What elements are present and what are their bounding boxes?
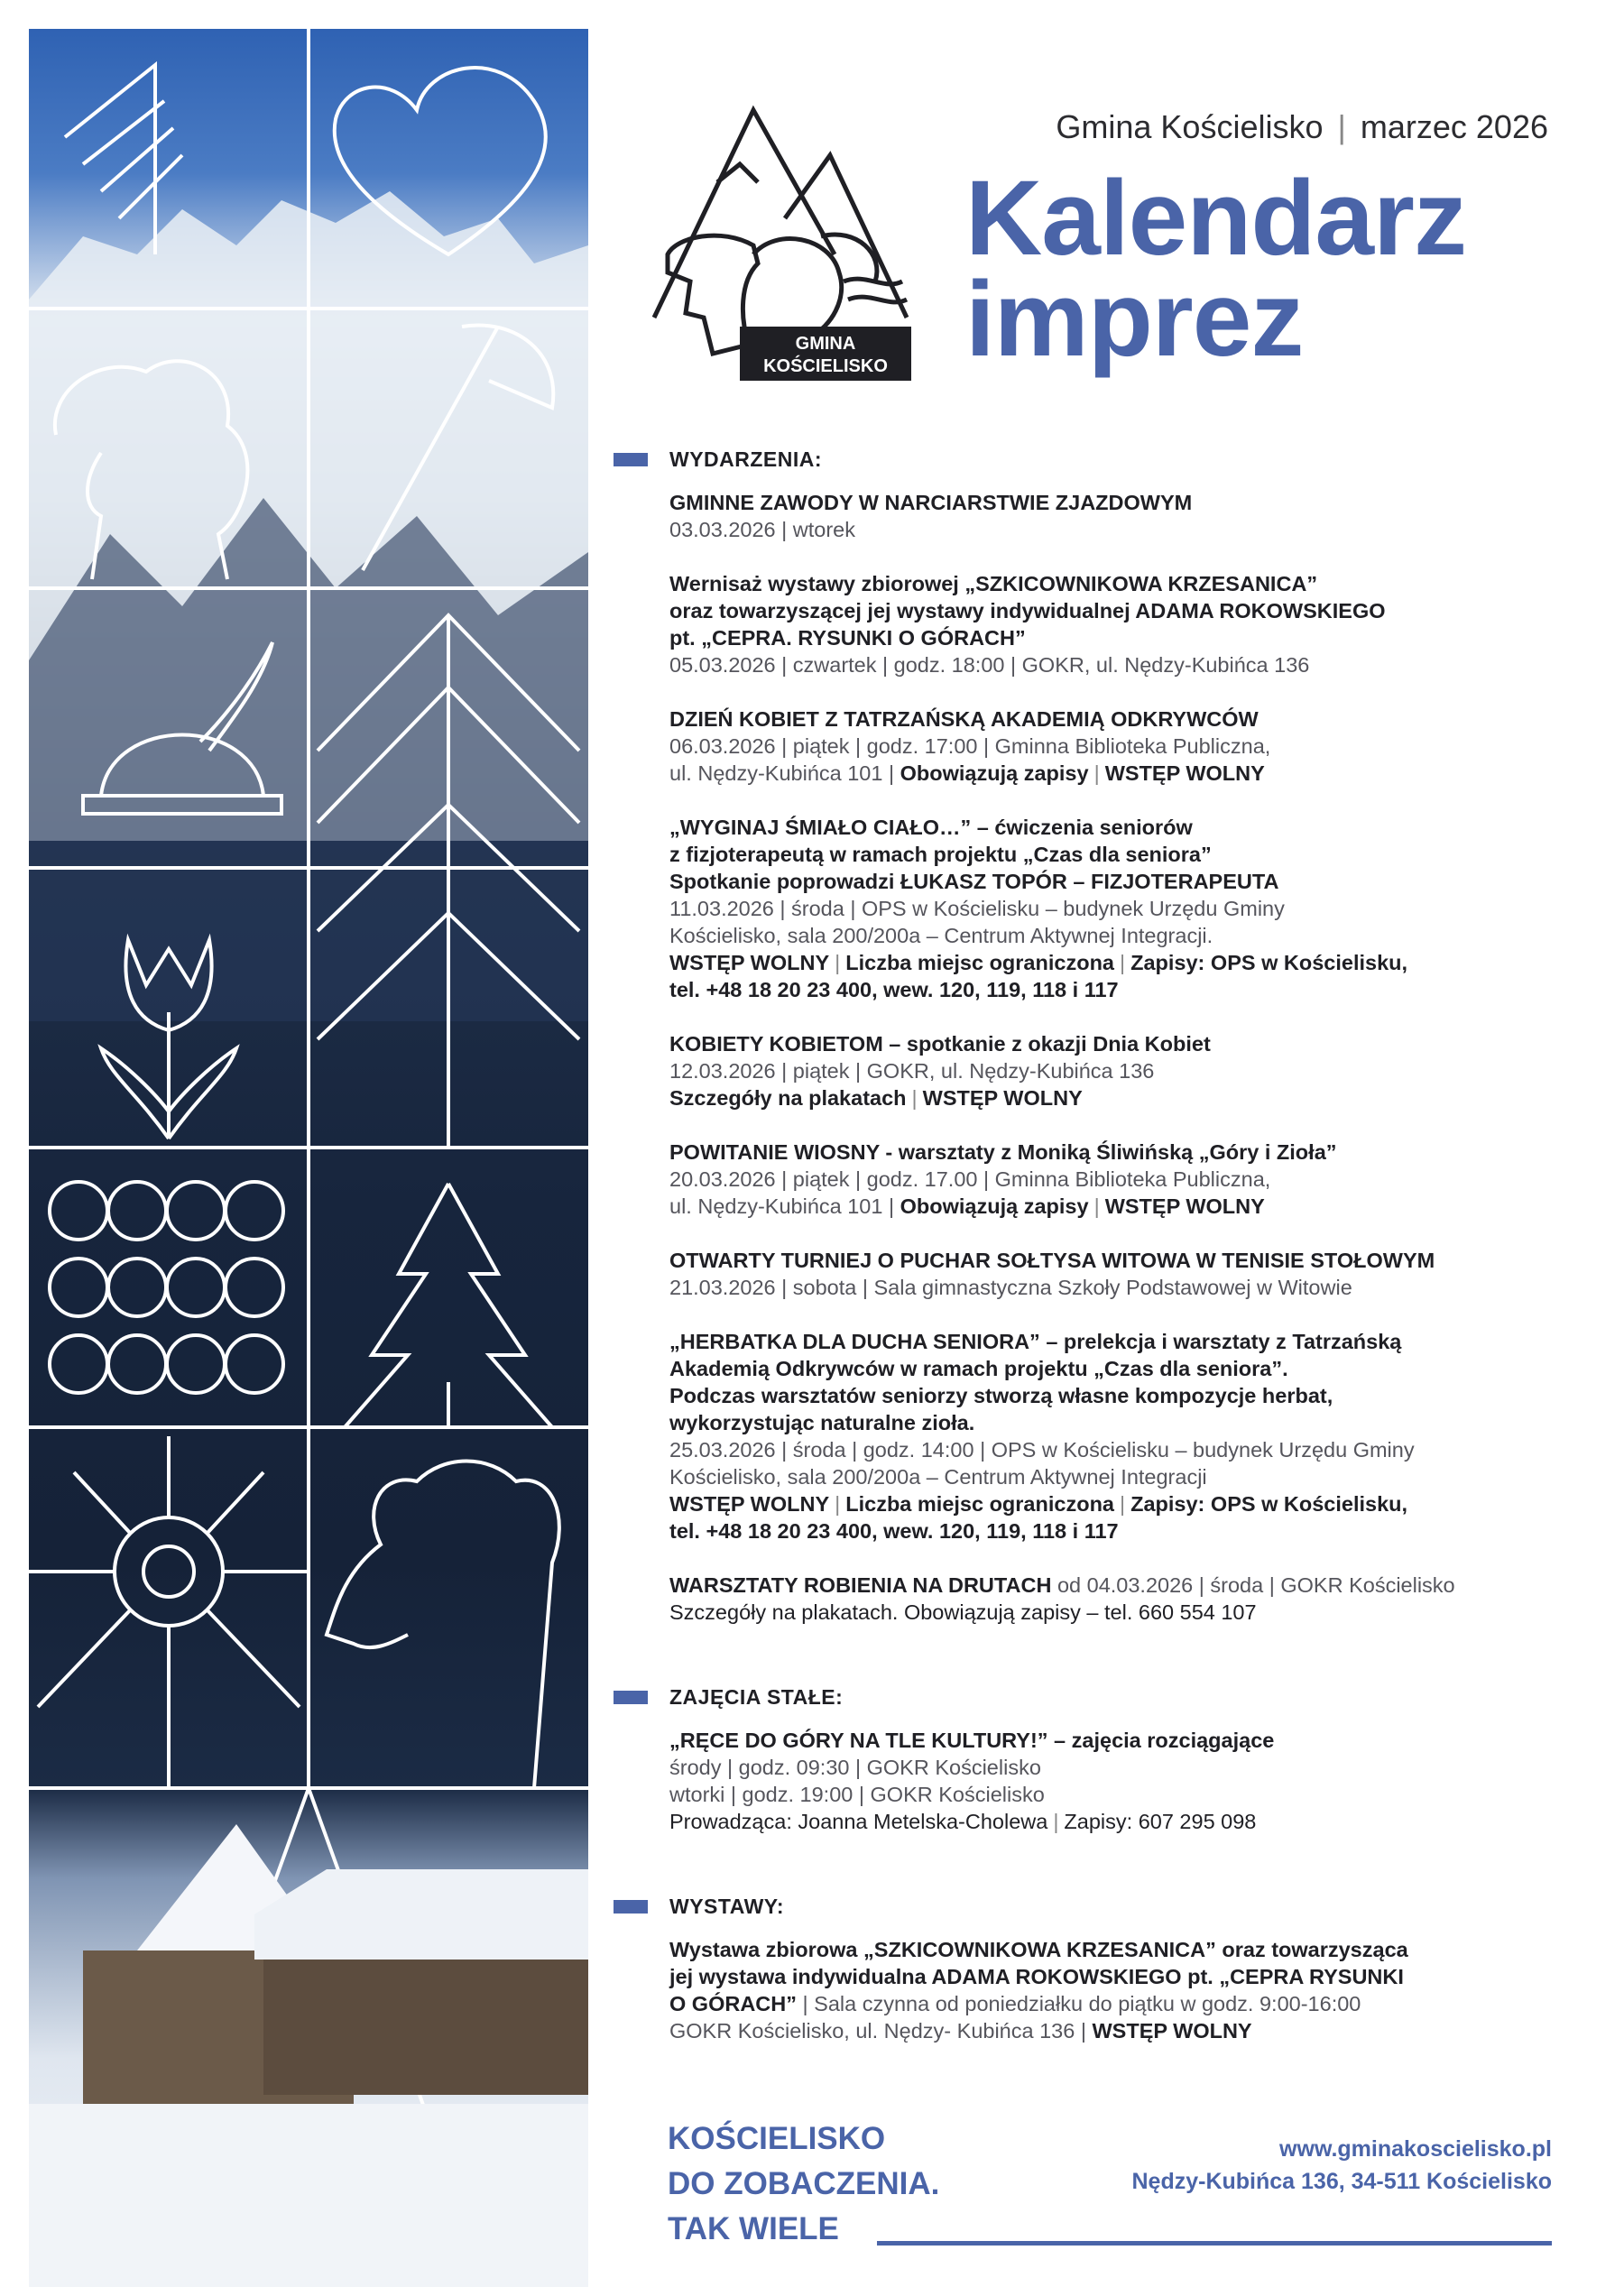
footer-contact	[1038, 2133, 1552, 2198]
event-item: GMINNE ZAWODY W NARCIARSTWIE ZJAZDOWYM 03.03.2026 | wtorek	[669, 491, 1193, 541]
section-heading-exhibitions: WYSTAWY:	[614, 1893, 1588, 1920]
event-item: DZIEŃ KOBIET Z TATRZAŃSKĄ AKADEMIĄ ODKRYWCÓW 06.03.2026 | piątek | godz. 17:00 | Gminna Biblioteka Publiczna, ul. Nędzy-Kubińca 101 | Obowiązują zapisy | WSTĘP WOLNY	[669, 707, 1271, 785]
logo-line2: KOŚCIELISKO	[763, 356, 888, 376]
section-heading-regular: ZAJĘCIA STAŁE:	[614, 1683, 1588, 1711]
logo-line1: GMINA	[795, 334, 856, 354]
sun-icon	[29, 1436, 309, 1788]
gmina-koscielisko-logo	[650, 101, 917, 383]
ray-icon	[65, 65, 182, 254]
municipality-name: Gmina Kościelisko	[1056, 108, 1324, 145]
mountain-photo-band	[29, 29, 588, 2287]
section-marker	[614, 453, 648, 466]
section-heading-events: WYDARZENIA:	[614, 446, 1588, 473]
bear-icon	[327, 1462, 559, 1789]
title-line2: imprez	[965, 260, 1304, 379]
event-item: OTWARTY TURNIEJ O PUCHAR SOŁTYSA WITOWA W TENISIE STOŁOWYM 21.03.2026 | sobota | Sala gimnastyczna Szkoły Podstawowej w Witowie	[669, 1249, 1435, 1299]
footer-divider	[877, 2241, 1552, 2246]
exhibition-item: Wystawa zbiorowa „SZKICOWNIKOWA KRZESANICA” oraz towarzysząca jej wystawa indywidualna ADAMA ROKOWSKIEGO pt. „CEPRA RYSUNKI O GÓRACH” | Sala czynna od poniedziałku do piątku w godz. 9:00-16:00 GOKR Kościelisko, ul. Nędzy- Kubińca 136 | WSTĘP WOLNY	[669, 1938, 1408, 2043]
header-meta: Gmina Kościelisko | marzec 2026	[1056, 108, 1548, 145]
title-line1: Kalendarz	[965, 159, 1466, 278]
event-item: „WYGINAJ ŚMIAŁO CIAŁO…” – ćwiczenia seniorów z fizjoterapeutą w ramach projektu „Czas dla seniora” Spotkanie poprowadzi ŁUKASZ TOPÓR – FIZJOTERAPEUTA 11.03.2026 | środa | OPS w Kościelisku – budynek Urzędu Gminy Kościelisko, sala 200/200a – Centrum Aktywnej Integracji. WSTĘP WOLNY | Liczba miejsc ograniczona | Zapisy: OPS w Kościelisku, tel. +48 18 20 23 400, wew. 120, 119, 118 i 117	[669, 816, 1408, 1001]
event-item: POWITANIE WIOSNY - warsztaty z Moniką Śliwińską „Góry i Zioła” 20.03.2026 | piątek | godz. 17.00 | Gminna Biblioteka Publiczna, ul. Nędzy-Kubińca 101 | Obowiązują zapisy | WSTĘP WOLNY	[669, 1140, 1337, 1218]
event-item: „HERBATKA DLA DUCHA SENIORA” – prelekcja i warsztaty z Tatrzańską Akademią Odkrywców w ramach projektu „Czas dla seniora”. Podczas warsztatów seniorzy stworzą własne kompozycje herbat, wykorzystując naturalne zioła. 25.03.2026 | środa | godz. 14:00 | OPS w Kościelisku – budynek Urzędu Gminy Kościelisko, sala 200/200a – Centrum Aktywnej Integracji WSTĘP WOLNY | Liczba miejsc ograniczona | Zapisy: OPS w Kościelisku, tel. +48 18 20 23 400, wew. 120, 119, 118 i 117	[669, 1330, 1415, 1543]
pine-tree-icon	[345, 1184, 552, 1427]
calendar-content	[614, 446, 1588, 2071]
footer-slogan: KOŚCIELISKO DO ZOBACZENIA. TAK WIELE	[668, 2121, 940, 2246]
event-item: Wernisaż wystawy zbiorowej „SZKICOWNIKOWA KRZESANICA” oraz towarzyszącej jej wystawy indywidualnej ADAMA ROKOWSKIEGO pt. „CEPRA. RYSUNKI O GÓRACH” 05.03.2026 | czwartek | godz. 18:00 | GOKR, ul. Nędzy-Kubińca 136	[669, 572, 1386, 677]
website-link[interactable]: www.gminakoscielisko.pl	[1279, 2136, 1552, 2162]
event-item: WARSZTATY ROBIENIA NA DRUTACH od 04.03.2026 | środa | GOKR Kościelisko Szczegóły na plakatach. Obowiązują zapisy – tel. 660 554 107	[669, 1573, 1455, 1624]
page-title	[965, 159, 1466, 379]
circles-pattern-icon	[50, 1182, 283, 1393]
section-marker	[614, 1691, 648, 1704]
regular-activity-item: „RĘCE DO GÓRY NA TLE KULTURY!” – zajęcia rozciągające środy | godz. 09:30 | GOKR Kościelisko wtorki | godz. 19:00 | GOKR Kościelisko Prowadząca: Joanna Metelska-Cholewa | Zapisy: 607 295 098	[669, 1729, 1275, 1833]
line-art-pattern	[29, 29, 588, 2287]
wooden-cabins	[29, 1824, 588, 2287]
section-marker	[614, 1900, 648, 1914]
month-label: marzec 2026	[1360, 108, 1548, 145]
address: Nędzy-Kubińca 136, 34-511 Kościelisko	[1131, 2169, 1552, 2194]
event-item: KOBIETY KOBIETOM – spotkanie z okazji Dnia Kobiet 12.03.2026 | piątek | GOKR, ul. Nędzy-Kubińca 136 Szczegóły na plakatach | WSTĘP WOLNY	[669, 1032, 1211, 1110]
